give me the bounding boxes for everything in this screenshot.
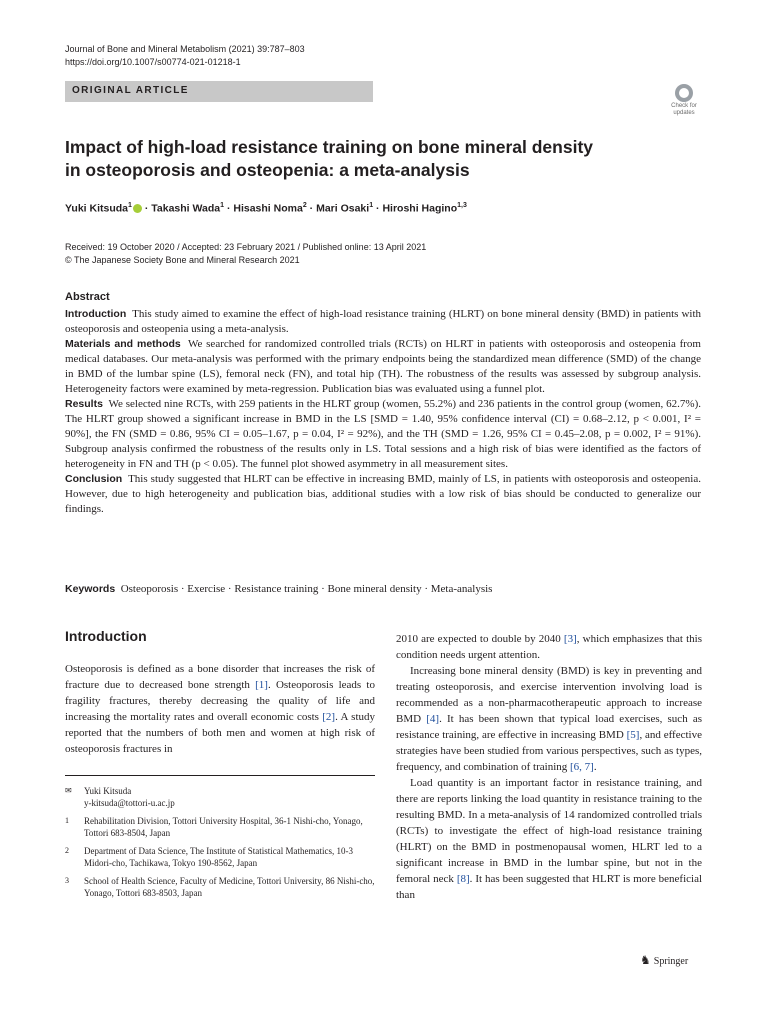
publication-dates: Received: 19 October 2020 / Accepted: 23 February 2021 / Published online: 13 April 2021 © The Japanese Society Bone and Mineral Research 2021: [65, 242, 427, 265]
corresponding-author: ✉ Yuki Kitsuda y-kitsuda@tottori-u.ac.jp: [65, 785, 375, 809]
abstract-heading: Abstract: [65, 291, 110, 303]
footnote-divider: [65, 775, 375, 776]
doi-link[interactable]: https://doi.org/10.1007/s00774-021-01218-1: [65, 57, 241, 67]
check-updates-icon: [675, 84, 693, 102]
email-link[interactable]: y-kitsuda@tottori-u.ac.jp: [84, 798, 175, 808]
author-name[interactable]: Yuki Kitsuda: [65, 202, 129, 215]
citation-link[interactable]: [8]: [456, 873, 470, 885]
abstract-introduction: Introduction This study aimed to examine the effect of high-load resistance training (HLRT) on bone mineral density (BMD) in patients with osteoporosis and osteopenia using a meta-analysis.: [65, 308, 701, 335]
author-name[interactable]: Hisashi Noma: [233, 202, 303, 215]
article-type-label: ORIGINAL ARTICLE: [72, 85, 189, 96]
abstract-body: [65, 307, 701, 517]
author-name[interactable]: Takashi Wada: [151, 202, 221, 215]
citation-link[interactable]: [2]: [322, 711, 336, 723]
citation-link[interactable]: [1]: [255, 679, 268, 691]
abstract-results: Results We selected nine RCTs, with 259 patients in the HLRT group (women, 55.2%) and 236 patients in the control group (women, 62.7%). The HLRT group showed a significant increase in BMD in the LS [SMD = 1.40, 95% confidence interval (CI) = 0.68–2.12, p < 0.001, I² = 90%], the FN (SMD = 0.86, 95% CI = 0.05–1.67, p = 0.04, I² = 92%), and the TH (SMD = 1.26, 95% CI = 0.45–2.08, p = 0.002, I² = 91%). Subgroup analysis confirmed the robustness of the results only in LS. Total sessions and a high risk of bias were identified as the factors of heterogeneity in FN and TH (p < 0.05). The funnel plot showed asymmetry in all measurement sites.: [65, 398, 701, 470]
orcid-icon[interactable]: [133, 204, 142, 213]
introduction-heading: Introduction: [65, 628, 147, 644]
keywords-list: Osteoporosis · Exercise · Resistance training · Bone mineral density · Meta-analysis: [120, 583, 493, 595]
abstract-conclusion: Conclusion This study suggested that HLRT can be effective in increasing BMD, mainly of LS, in patients with osteoporosis and osteopenia. However, due to high heterogeneity and publication bias, additional studies with a low risk of bias should be conducted to generalize our findings.: [65, 473, 701, 515]
citation-link[interactable]: [4]: [426, 713, 440, 725]
author-name[interactable]: Mari Osaki: [316, 202, 370, 215]
affiliation: 2 Department of Data Science, The Institute of Statistical Mathematics, 10-3 Midori-cho, Tachikawa, Tokyo 190-8562, Japan: [65, 846, 354, 868]
introduction-column-left: Osteoporosis is defined as a bone disorder that increases the risk of fracture due to decreased bone strength [1]. Osteoporosis leads to fragility fractures, thereby decreasing the quality of life and increasing the mortality rates and overall economic costs [2]. A study reported that the numbers of both men and women at high risk of osteoporosis fractures in: [65, 663, 375, 755]
citation-link[interactable]: [6, 7]: [570, 761, 594, 773]
journal-header: [65, 43, 305, 69]
keywords-label: Keywords: [65, 583, 116, 595]
affiliation: 3 School of Health Science, Faculty of Medicine, Tottori University, 86 Nishi-cho, Yonago, Tottori 683-8503, Japan: [65, 876, 375, 898]
publisher-logo: ♞ Springer: [640, 953, 689, 967]
footnotes: [65, 785, 375, 905]
article-title: Impact of high-load resistance training on bone mineral density in osteoporosis and osteopenia: a meta-analysis: [65, 137, 593, 180]
abstract-methods: Materials and methods We searched for randomized controlled trials (RCTs) on HLRT in patients with osteoporosis and osteopenia from medical databases. Our meta-analysis was performed with the primary endpoints being the standardized mean difference (SMD) of the change in BMD of the lumbar spine (LS), femoral neck (FN), and total hip (TH). The robustness of the results was assessed by subgroup analysis. Heterogeneity factors were examined by meta-regression. Publication bias was evaluated using a funnel plot.: [65, 338, 701, 395]
copyright: © The Japanese Society Bone and Mineral Research 2021: [65, 255, 300, 265]
author-list: Yuki Kitsuda$^1$ · Takashi Wada$^1$ · Hisashi Noma$^2$ · Mari Osaki$^1$ · Hiroshi Hagino$^{1,3}$: [65, 202, 467, 215]
affiliation: 1 Rehabilitation Division, Tottori University Hospital, 36-1 Nishi-cho, Yonago, Tottori 683-8504, Japan: [65, 816, 363, 838]
keywords: [65, 582, 705, 597]
envelope-icon: ✉: [65, 786, 72, 795]
citation-link[interactable]: [3]: [563, 633, 577, 645]
introduction-column-right: 2010 are expected to double by 2040 [3], which emphasizes that this condition needs urgent attention. Increasing bone mineral density (BMD) is key in preventing and treating osteoporosis, and exercise intervention involving load is recommended as a non-pharmacotherapeutic approach to increase BMD [4]. It has been shown that typical load exercises, such as resistance training, are effective in increasing BMD [5], and effective strategies have been studied from various perspectives, such as types, frequency, and combination of training [6, 7]. Load quantity is an important factor in resistance training, and there are reports linking the load quantity in resistance training to the resulting BMD. In a meta-analysis of 14 randomized controlled trials (RCTs) to investigate the effect of high-load resistance training (HLRT) on the BMD in postmenopausal women, HLRT led to a significant increase in BMD in the lumbar spine, but not in the femoral neck [8]. It has been suggested that HLRT is more beneficial than: [396, 633, 703, 901]
author-name[interactable]: Hiroshi Hagino: [382, 202, 458, 215]
journal-citation: Journal of Bone and Mineral Metabolism (2021) 39:787–803: [65, 44, 305, 54]
check-for-updates-badge[interactable]: Check for updates: [666, 84, 702, 124]
citation-link[interactable]: [5]: [626, 729, 640, 741]
article-type-banner: [65, 81, 373, 102]
springer-horse-icon: ♞: [640, 953, 651, 967]
